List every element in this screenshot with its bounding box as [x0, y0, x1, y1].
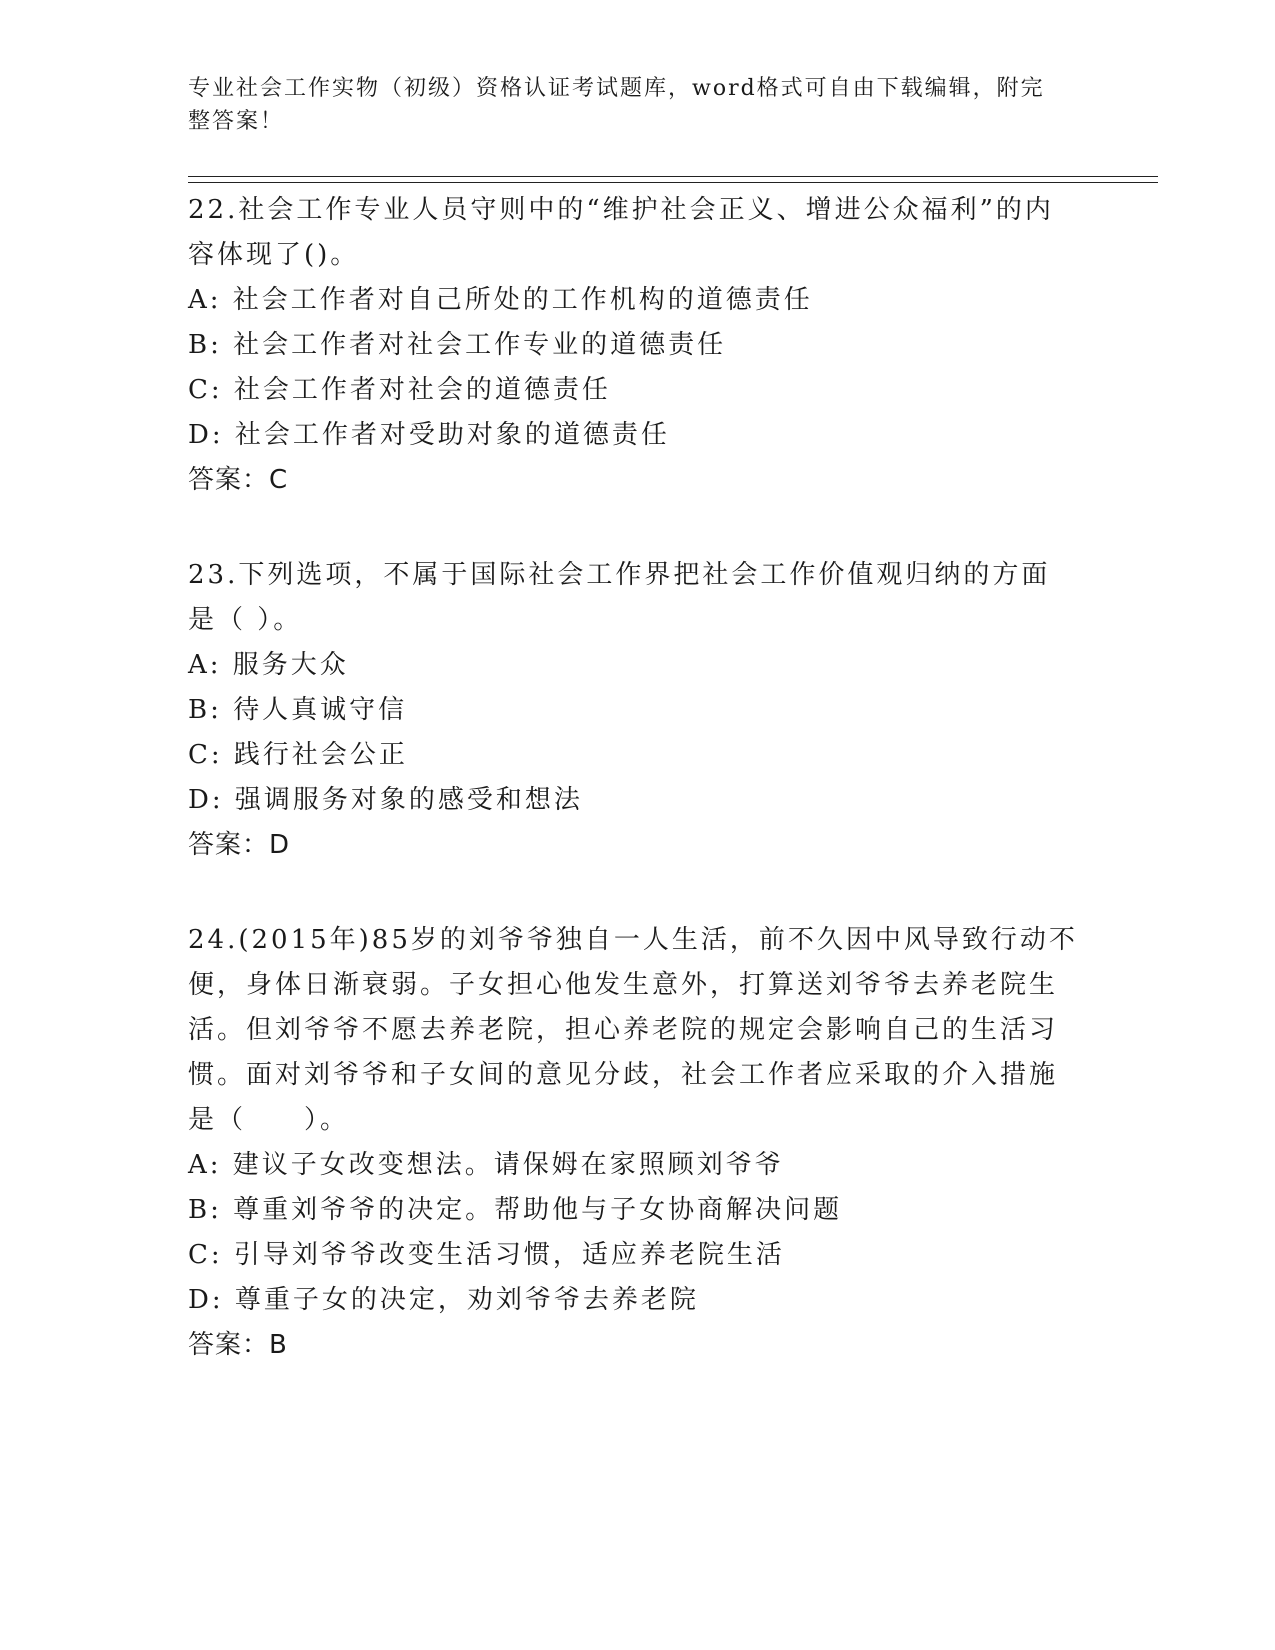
question-stem: 22.社会工作专业人员守则中的“维护社会正义、增进公众福利”的内容体现了()。: [188, 195, 1054, 270]
header-divider-bottom: [188, 182, 1158, 183]
option-a: A: 服务大众: [188, 650, 349, 680]
question-23: [188, 553, 1078, 868]
question-stem: 23.下列选项，不属于国际社会工作界把社会工作价值观归纳的方面是（ ）。: [188, 560, 1051, 635]
option-b: B: 社会工作者对社会工作专业的道德责任: [188, 330, 727, 360]
question-stem: 24.(2015年)85岁的刘爷爷独自一人生活，前不久因中风导致行动不便，身体日渐衰弱。子女担心他发生意外，打算送刘爷爷去养老院生活。但刘爷爷不愿去养老院，担心养老院的规定会影响自己的生活习惯。面对刘爷爷和子女间的意见分歧，社会工作者应采取的介入措施是（ ）。: [188, 925, 1078, 1135]
option-c: C: 社会工作者对社会的道德责任: [188, 375, 611, 405]
question-24: [188, 918, 1078, 1368]
option-b: B: 待人真诚守信: [188, 695, 408, 725]
page-header: 专业社会工作实物（初级）资格认证考试题库，word格式可自由下载编辑，附完整答案！: [188, 76, 1045, 134]
option-c: C: 践行社会公正: [188, 740, 408, 770]
question-22: [188, 188, 1078, 503]
option-a: A: 建议子女改变想法。请保姆在家照顾刘爷爷: [188, 1150, 784, 1180]
answer: 答案：C: [188, 465, 289, 495]
option-a: A: 社会工作者对自己所处的工作机构的道德责任: [188, 285, 813, 315]
answer: 答案：B: [188, 1330, 288, 1360]
answer: 答案：D: [188, 830, 291, 860]
option-d: D: 尊重子女的决定，劝刘爷爷去养老院: [188, 1285, 699, 1315]
header-divider-top: [188, 176, 1158, 177]
option-c: C: 引导刘爷爷改变生活习惯，适应养老院生活: [188, 1240, 785, 1270]
option-d: D: 社会工作者对受助对象的道德责任: [188, 420, 670, 450]
option-d: D: 强调服务对象的感受和想法: [188, 785, 583, 815]
option-b: B: 尊重刘爷爷的决定。帮助他与子女协商解决问题: [188, 1195, 843, 1225]
